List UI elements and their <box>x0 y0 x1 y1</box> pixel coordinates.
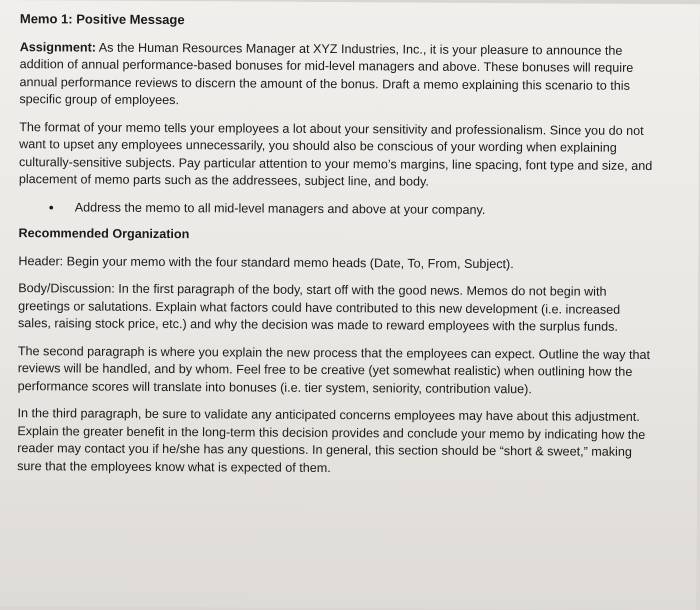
body-discussion-paragraph: Body/Discussion: In the first paragraph of the body, start off with the good news. Memos do not begin with greetings or salutations. Explain what factors could have contributed to this new development (i.e. increased sales, raising stock price, etc.) and why the decision was made to reward employees with the surplus funds. <box>17 281 621 334</box>
assignment-label: Assignment: <box>19 39 97 55</box>
assignment-text: As the Human Resources Manager at XYZ Industries, Inc., it is your pleasure to announce the addition of annual performance-based bonuses for mid-level managers and above. These bonuses will require annual performance reviews to discern the amount of the bonus. Draft a memo explaining this scenario to this specific group of employees. <box>19 40 634 108</box>
bullet-icon: • <box>48 198 54 215</box>
memo-title: Memo 1: Positive Message <box>19 11 185 28</box>
header-paragraph: Header: Begin your memo with the four standard memo heads (Date, To, From, Subject). <box>18 253 514 271</box>
assignment-paragraph <box>19 39 655 113</box>
format-paragraph: The format of your memo tells your employees a lot about your sensitivity and professionalism. Since you do not want to upset any employees unnecessarily, you should also be conscious of your wording when explaining culturally-sensitive subjects. Pay particular attention to your memo’s margins, line spacing, font type and size, and placement of memo parts such as the addressees, subject line, and body. <box>18 119 653 189</box>
second-paragraph: The second paragraph is where you explain the new process that the employees can expect. Outline the way that reviews will be handled, and by whom. Feel free to be creative (yet somewhat realistic) when outlining how the performance scores will translate into bonuses (i.e. tier system, seniority, contribution value). <box>17 343 651 396</box>
bullet-item <box>19 199 655 220</box>
third-paragraph: In the third paragraph, be sure to validate any anticipated concerns employees may have about this adjustment. Explain the greater benefit in the long-term this decision provides and conclude your memo by indicating how the reader may contact you if he/she has any questions. In general, this section should be “short & sweet,” making sure that the employees know what is expected of them. <box>17 406 646 475</box>
recommended-organization-heading: Recommended Organization <box>18 226 190 242</box>
bullet-text: Address the memo to all mid-level managers and above at your company. <box>74 199 486 217</box>
